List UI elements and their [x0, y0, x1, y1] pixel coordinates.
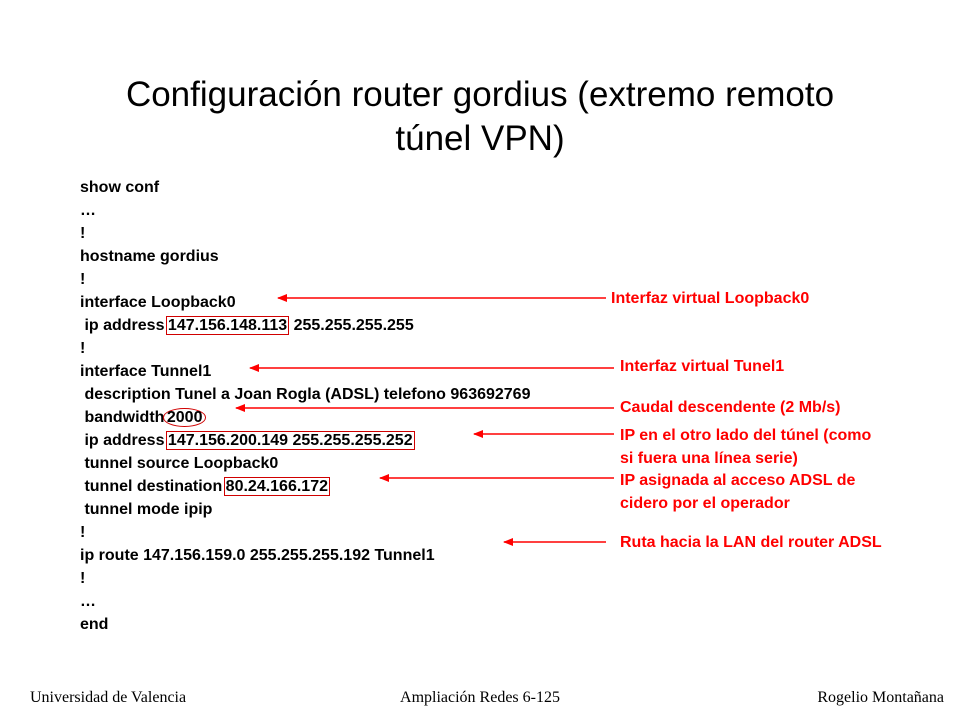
- config-line: !: [80, 340, 86, 357]
- config-line: !: [80, 524, 86, 541]
- note-destination: IP asignada al acceso ADSL de cidero por el operador: [620, 472, 856, 512]
- config-line-loopback: interface Loopback0: [80, 294, 236, 311]
- code-text: ip address: [80, 432, 169, 449]
- config-line-tunnel: interface Tunnel1: [80, 363, 212, 380]
- config-line: end: [80, 616, 109, 633]
- config-line: …: [80, 202, 96, 219]
- code-text: tunnel destination: [80, 478, 227, 495]
- config-line: show conf: [80, 179, 160, 196]
- config-line-route: ip route 147.156.159.0 255.255.255.192 Tunnel1: [80, 547, 435, 564]
- bandwidth-highlight: 2000: [163, 408, 207, 427]
- config-line: !: [80, 570, 86, 587]
- destination-ip-highlight: 80.24.166.172: [225, 478, 328, 495]
- note-route: Ruta hacia la LAN del router ADSL: [620, 534, 882, 551]
- code-text: bandwidth: [80, 409, 169, 426]
- config-line: hostname gordius: [80, 248, 219, 265]
- code-text: 255.255.255.255: [289, 317, 414, 334]
- config-line-description: description Tunel a Joan Rogla (ADSL) telefono 963692769: [80, 386, 531, 403]
- note-tunnel-ip: IP en el otro lado del túnel (como si fuera una línea serie): [620, 427, 872, 467]
- config-line: …: [80, 593, 96, 610]
- config-line: !: [80, 225, 86, 242]
- tunnel-ip-highlight: 147.156.200.149 255.255.255.252: [167, 432, 413, 449]
- config-line-tunnel-mode: tunnel mode ipip: [80, 501, 213, 518]
- footer-course: Ampliación Redes 6-125: [400, 689, 560, 706]
- title-line-1: Configuración router gordius (extremo remoto: [125, 75, 835, 115]
- code-text: ip address: [80, 317, 169, 334]
- note-loopback: Interfaz virtual Loopback0: [611, 290, 810, 307]
- title-line-2: túnel VPN): [395, 119, 565, 159]
- note-tunnel: Interfaz virtual Tunel1: [620, 358, 785, 375]
- note-bandwidth: Caudal descendente (2 Mb/s): [620, 399, 841, 416]
- config-line: !: [80, 271, 86, 288]
- config-line-tunnel-source: tunnel source Loopback0: [80, 455, 279, 472]
- loopback-ip-highlight: 147.156.148.113: [167, 317, 288, 334]
- footer-university: Universidad de Valencia: [30, 689, 187, 706]
- footer-author: Rogelio Montañana: [817, 689, 944, 706]
